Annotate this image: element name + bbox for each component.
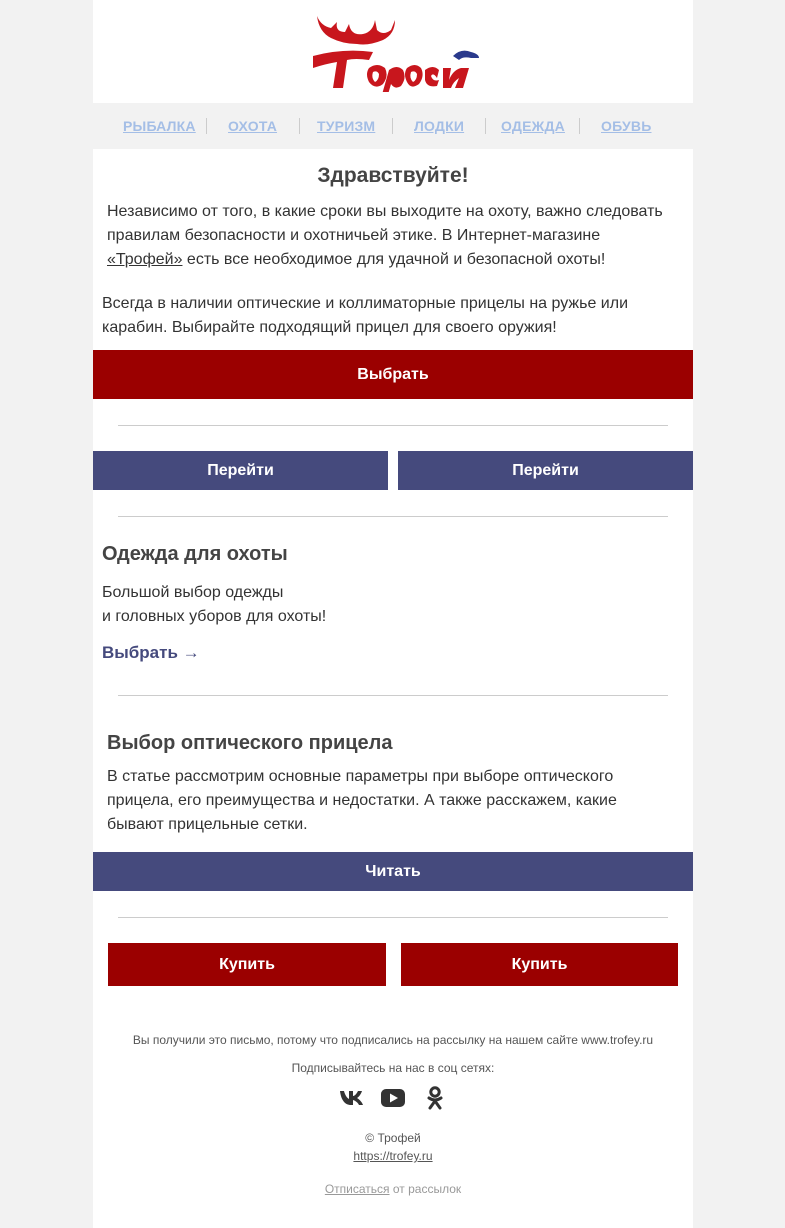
scopes-text: Всегда в наличии оптические и коллиматорные прицелы на ружье или карабин. Выбирайте подходящий прицел для своего оружия! [102, 295, 629, 336]
social-links [93, 1086, 693, 1110]
clothing-line-1: Большой выбор одежды [102, 584, 284, 601]
unsubscribe-line [93, 1182, 693, 1196]
go-button-left[interactable]: Перейти [93, 451, 388, 490]
shop-link[interactable]: «Трофей» [107, 251, 183, 268]
clothing-title: Одежда для охоты [102, 543, 288, 565]
odnoklassniki-icon[interactable] [423, 1086, 447, 1110]
nav-item-clothing[interactable]: ОДЕЖДА [501, 118, 565, 134]
divider [118, 425, 668, 426]
site-link[interactable]: https://trofey.ru [353, 1149, 433, 1163]
nav-item-hunting[interactable]: ОХОТА [228, 118, 278, 134]
trofey-logo[interactable] [303, 12, 483, 92]
nav-separator [392, 118, 393, 134]
site-link-wrap [93, 1149, 693, 1163]
choose-clothing-link[interactable]: Выбрать → [102, 643, 200, 662]
unsubscribe-rest: от рассылок [389, 1182, 462, 1196]
social-label: Подписывайтесь на нас в соц сетях: [291, 1061, 495, 1075]
nav-item-boats[interactable]: ЛОДКИ [414, 118, 465, 134]
youtube-icon[interactable] [381, 1086, 405, 1110]
intro-text [107, 200, 679, 272]
greeting-heading: Здравствуйте! [317, 164, 469, 187]
divider [118, 516, 668, 517]
article-text: В статье рассмотрим основные параметры при выборе оптического прицела, его преимущества и недостатки. А также расскажем, какие бывают прицельные сетки. [107, 768, 617, 833]
email-container [93, 0, 693, 1228]
nav-separator [485, 118, 486, 134]
unsubscribe-link[interactable]: Отписаться [324, 1182, 390, 1196]
nav-separator [299, 118, 300, 134]
buy-button-right[interactable]: Купить [401, 943, 678, 986]
header [93, 0, 693, 103]
buy-button-left[interactable]: Купить [108, 943, 386, 986]
nav-separator [206, 118, 207, 134]
intro-text-after: есть все необходимое для удачной и безопасной охоты! [182, 251, 606, 268]
subscription-note: Вы получили это письмо, потому что подписались на рассылку на нашем сайте www.trofey.ru [132, 1033, 654, 1047]
copyright: © Трофей [365, 1131, 421, 1145]
choose-scope-button[interactable]: Выбрать [93, 350, 693, 399]
divider [118, 695, 668, 696]
nav-separator [579, 118, 580, 134]
clothing-line-2: и головных уборов для охоты! [102, 608, 327, 625]
nav-item-tourism[interactable]: ТУРИЗМ [317, 118, 376, 134]
category-nav [93, 103, 693, 149]
article-title: Выбор оптического прицела [107, 732, 393, 754]
read-article-button[interactable]: Читать [93, 852, 693, 891]
nav-item-footwear[interactable]: ОБУВЬ [601, 118, 652, 134]
divider [118, 917, 668, 918]
vk-icon[interactable] [339, 1086, 363, 1110]
nav-item-fishing[interactable]: РЫБАЛКА [123, 118, 196, 134]
go-button-right[interactable]: Перейти [398, 451, 693, 490]
intro-text-before: Независимо от того, в какие сроки вы выходите на охоту, важно следовать правилам безопасности и охотничьей этике. В Интернет-магазине [107, 203, 663, 244]
